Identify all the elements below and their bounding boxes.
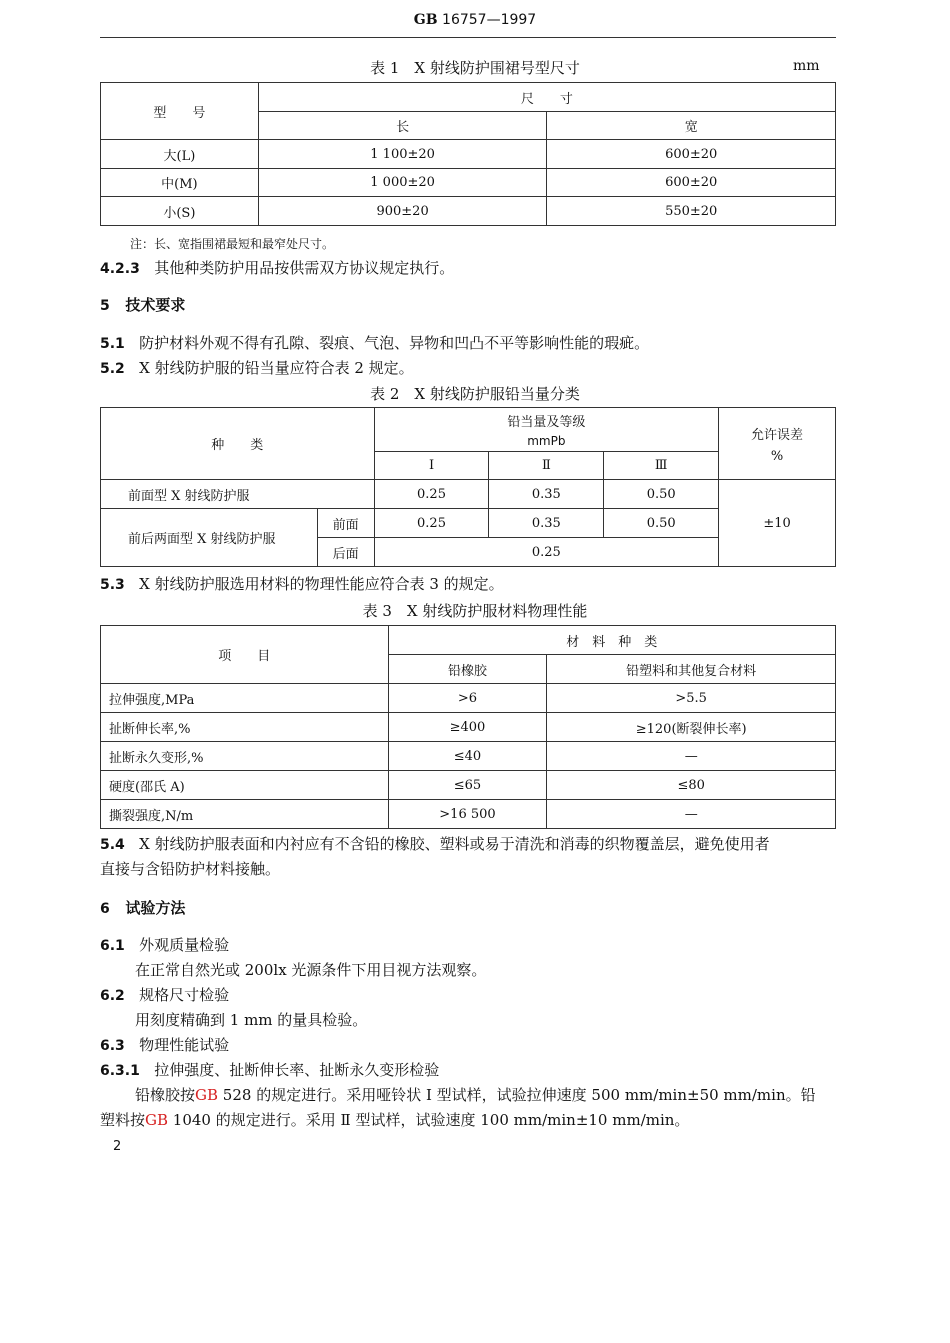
table1-header-model: 型 号	[101, 83, 259, 140]
table3-cell-plastic: ≥120(断裂伸长率)	[547, 713, 836, 742]
table1-note: 注：长、宽指围裙最短和最窄处尺寸。	[130, 237, 335, 251]
clause-title: 外观质量检验	[139, 936, 230, 954]
table2-row2-value-2: 0.35	[489, 509, 604, 538]
table2-header-tolerance-line1: 允许误差	[751, 427, 804, 443]
table3-cell-item: 硬度(邵氏 A)	[101, 771, 389, 800]
clause-6-3	[100, 1033, 229, 1059]
standard-code: GB	[413, 12, 438, 28]
table-row	[101, 800, 836, 829]
table3-cell-plastic: —	[547, 800, 836, 829]
table3-cell-rubber: ≤40	[388, 742, 547, 771]
clause-5-3	[100, 572, 504, 598]
clause-6-3-1-body-line2	[100, 1108, 689, 1133]
table3-cell-plastic: ≤80	[547, 771, 836, 800]
clause-title: 拉伸强度、扯断伸长率、扯断永久变形检验	[154, 1061, 440, 1079]
standard-number: 16757—1997	[442, 12, 537, 28]
table2-header-kind: 种 类	[101, 408, 375, 480]
table2-grade-1: Ⅰ	[374, 452, 489, 480]
section-5-heading	[100, 294, 185, 315]
table1-header-length: 长	[258, 112, 547, 140]
table3-cell-item: 拉伸强度,MPa	[101, 684, 389, 713]
table1-cell-width: 550±20	[547, 197, 836, 226]
table3-cell-plastic: >5.5	[547, 684, 836, 713]
table1-header-width: 宽	[547, 112, 836, 140]
table3-cell-rubber: ≤65	[388, 771, 547, 800]
table-row	[101, 197, 836, 226]
table1-cell-length: 1 100±20	[258, 140, 547, 169]
clause-6-2	[100, 983, 229, 1009]
table2-row2-front-label: 前面	[317, 509, 374, 538]
table2-row2-back-label: 后面	[317, 538, 374, 567]
table2-row2-value-3: 0.50	[604, 509, 719, 538]
clause-number: 5.3	[100, 577, 125, 593]
table2-grade-2: Ⅱ	[489, 452, 604, 480]
clause-number: 5.4	[100, 837, 125, 853]
clause-6-2-body: 用刻度精确到 1 mm 的量具检验。	[135, 1011, 368, 1029]
table2-row1-value-2: 0.35	[489, 480, 604, 509]
table-row	[101, 480, 836, 509]
clause-5-2	[100, 356, 414, 382]
header-rule	[100, 37, 836, 38]
gb-528-reference[interactable]: GB	[195, 1086, 219, 1104]
table-row	[101, 140, 836, 169]
clause-text: X 射线防护服表面和内衬应有不含铅的橡胶、塑料或易于清洗和消毒的织物覆盖层，避免使用者	[139, 835, 770, 853]
clause-6-3-1-body-line1	[135, 1083, 816, 1108]
table3-cell-item: 撕裂强度,N/m	[101, 800, 389, 829]
table2-row1-value-3: 0.50	[604, 480, 719, 509]
clause-number: 6.3.1	[100, 1063, 140, 1079]
table-row	[101, 742, 836, 771]
table-row	[101, 771, 836, 800]
clause-number: 6.2	[100, 988, 125, 1004]
table1-header-size: 尺 寸	[258, 83, 835, 112]
table1-cell-width: 600±20	[547, 140, 836, 169]
table2-row1-value-1: 0.25	[374, 480, 489, 509]
clause-6-1	[100, 933, 229, 959]
table1-unit: mm	[793, 58, 820, 74]
table2-header-tolerance	[719, 408, 836, 480]
table2-caption: 表 2 X 射线防护服铅当量分类	[370, 385, 580, 403]
table3-cell-rubber: >16 500	[388, 800, 547, 829]
table3-cell-rubber: >6	[388, 684, 547, 713]
body-text: 1040 的规定进行。采用 Ⅱ 型试样，试验速度 100 mm/min±10 mm/min。	[168, 1111, 690, 1129]
table2-row2-back-value: 0.25	[374, 538, 719, 567]
table3-caption: 表 3 X 射线防护服材料物理性能	[362, 602, 588, 620]
clause-number: 5.2	[100, 361, 125, 377]
clause-text: 其他种类防护用品按供需双方协议规定执行。	[154, 259, 455, 277]
body-text: 528 的规定进行。采用哑铃状 Ⅰ 型试样，试验拉伸速度 500 mm/min±50 mm/min。铅	[218, 1086, 816, 1104]
table2-tolerance-value: ±10	[719, 480, 836, 567]
clause-number: 5.1	[100, 336, 125, 352]
gb-1040-reference[interactable]: GB	[145, 1111, 169, 1129]
section-title: 技术要求	[125, 296, 186, 314]
table2-grade-3: Ⅲ	[604, 452, 719, 480]
page-number: 2	[113, 1139, 122, 1154]
table3-cell-item: 扯断永久变形,%	[101, 742, 389, 771]
clause-text: X 射线防护服的铅当量应符合表 2 规定。	[139, 359, 414, 377]
table3-header-material: 材 料 种 类	[388, 626, 835, 655]
clause-text: X 射线防护服选用材料的物理性能应符合表 3 的规定。	[139, 575, 504, 593]
table1-cell-length: 900±20	[258, 197, 547, 226]
clause-title: 物理性能试验	[139, 1036, 230, 1054]
clause-6-1-body: 在正常自然光或 200lx 光源条件下用目视方法观察。	[135, 961, 487, 979]
clause-5-4-cont: 直接与含铅防护材料接触。	[100, 860, 281, 878]
section-title: 试验方法	[125, 899, 186, 917]
table3	[100, 625, 836, 829]
body-text: 塑料按	[100, 1111, 146, 1129]
clause-number: 4.2.3	[100, 261, 140, 277]
table3-header-plastic: 铅塑料和其他复合材料	[547, 655, 836, 684]
table2-row2-value-1: 0.25	[374, 509, 489, 538]
table3-cell-item: 扯断伸长率,%	[101, 713, 389, 742]
table-row	[101, 169, 836, 197]
table-row	[101, 684, 836, 713]
table-row	[101, 713, 836, 742]
table3-header-rubber: 铅橡胶	[388, 655, 547, 684]
clause-number: 6.1	[100, 938, 125, 954]
clause-number: 6.3	[100, 1038, 125, 1054]
clause-title: 规格尺寸检验	[139, 986, 230, 1004]
table1-cell-width: 600±20	[547, 169, 836, 197]
clause-4-2-3	[100, 256, 454, 282]
table3-cell-rubber: ≥400	[388, 713, 547, 742]
section-6-heading	[100, 897, 185, 918]
table2	[100, 407, 836, 567]
clause-text: 防护材料外观不得有孔隙、裂痕、气泡、异物和凹凸不平等影响性能的瑕疵。	[139, 334, 650, 352]
table3-cell-plastic: —	[547, 742, 836, 771]
table1-cell-model: 大(L)	[101, 140, 259, 169]
clause-5-1	[100, 331, 649, 357]
clause-6-3-1	[100, 1058, 439, 1084]
table2-row2-name: 前后两面型 X 射线防护服	[101, 509, 318, 567]
table2-header-lead	[374, 408, 719, 452]
table1-cell-model: 中(M)	[101, 169, 259, 197]
section-number: 6	[100, 901, 110, 917]
table3-header-item: 项 目	[101, 626, 389, 684]
body-text: 铅橡胶按	[135, 1086, 196, 1104]
section-number: 5	[100, 298, 110, 314]
table2-header-lead-line1: 铅当量及等级	[507, 415, 586, 430]
clause-5-4	[100, 832, 770, 858]
table1-caption: 表 1 X 射线防护围裙号型尺寸	[370, 59, 580, 77]
table1-cell-model: 小(S)	[101, 197, 259, 226]
table1	[100, 82, 836, 226]
page-header	[0, 12, 950, 28]
table2-row1-name: 前面型 X 射线防护服	[101, 480, 375, 509]
table2-header-lead-unit: mmPb	[527, 434, 566, 448]
table2-header-tolerance-unit: %	[770, 448, 784, 464]
table1-cell-length: 1 000±20	[258, 169, 547, 197]
